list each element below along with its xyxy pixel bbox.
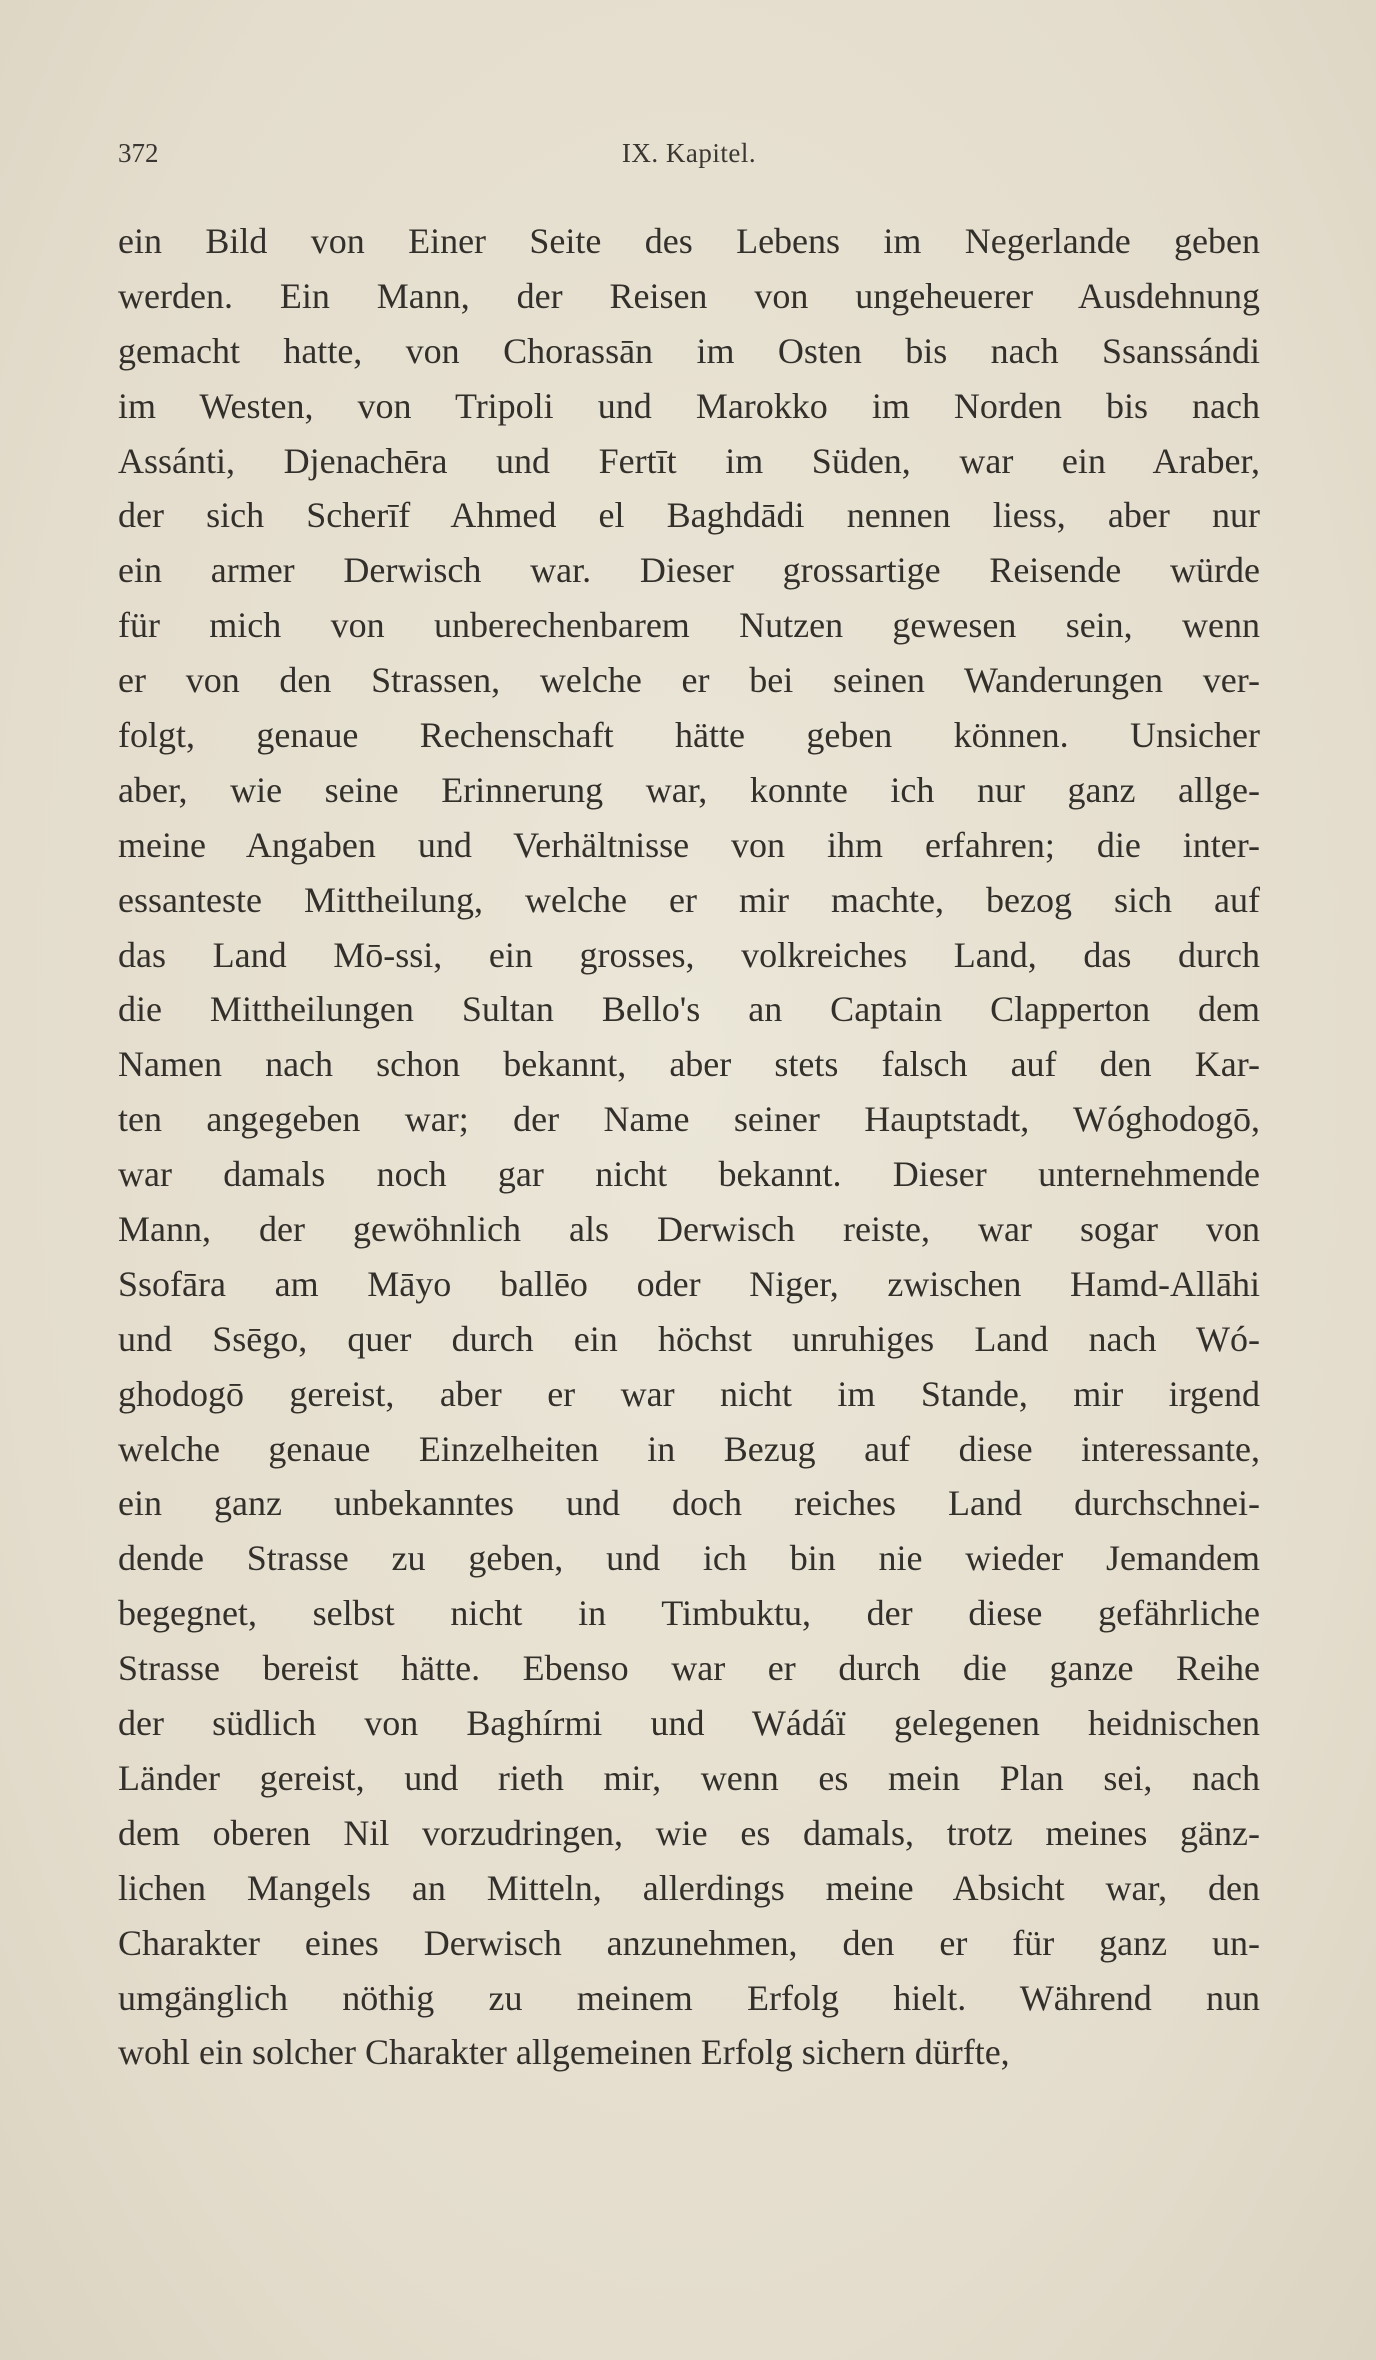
text-line: im Westen, von Tripoli und Marokko im Norden bis nach: [118, 385, 1260, 426]
text-line: ten angegeben war; der Name seiner Hauptstadt, Wóghodogō,: [118, 1099, 1260, 1140]
text-line: ein armer Derwisch war. Dieser grossartige Reisende würde: [118, 550, 1260, 591]
body-text: [118, 214, 1260, 2080]
text-line: der sich Scherīf Ahmed el Baghdādi nennen liess, aber nur: [118, 495, 1260, 536]
text-line: dende Strasse zu geben, und ich bin nie wieder Jemandem: [118, 1538, 1260, 1579]
text-line: werden. Ein Mann, der Reisen von ungeheuerer Ausdehnung: [118, 275, 1260, 316]
text-line: war damals noch gar nicht bekannt. Dieser unternehmende: [118, 1154, 1260, 1195]
text-line: begegnet, selbst nicht in Timbuktu, der diese gefährliche: [118, 1593, 1260, 1634]
text-line: aber, wie seine Erinnerung war, konnte ich nur ganz allge-: [118, 769, 1260, 810]
text-line: das Land Mō-ssi, ein grosses, volkreiches Land, das durch: [118, 934, 1260, 975]
text-line: Mann, der gewöhnlich als Derwisch reiste, war sogar von: [118, 1209, 1260, 1250]
text-line: wohl ein solcher Charakter allgemeinen Erfolg sichern dürfte,: [118, 2032, 1010, 2073]
text-line: Namen nach schon bekannt, aber stets falsch auf den Kar-: [118, 1044, 1260, 1085]
text-line: essanteste Mittheilung, welche er mir machte, bezog sich auf: [118, 879, 1260, 920]
text-line: und Ssēgo, quer durch ein höchst unruhiges Land nach Wó-: [118, 1318, 1260, 1359]
chapter-title: IX. Kapitel.: [621, 138, 757, 168]
text-line: dem oberen Nil vorzudringen, wie es damals, trotz meines gänz-: [118, 1812, 1260, 1853]
text-line: welche genaue Einzelheiten in Bezug auf diese interessante,: [118, 1428, 1260, 1469]
text-line: ein Bild von Einer Seite des Lebens im Negerlande geben: [118, 221, 1260, 261]
text-line: ghodogō gereist, aber er war nicht im Stande, mir irgend: [118, 1373, 1260, 1414]
text-line: lichen Mangels an Mitteln, allerdings meine Absicht war, den: [118, 1867, 1260, 1908]
text-line: die Mittheilungen Sultan Bello's an Captain Clapperton dem: [118, 989, 1260, 1030]
text-line: er von den Strassen, welche er bei seinen Wanderungen ver-: [118, 660, 1260, 701]
text-line: Ssofāra am Māyo ballēo oder Niger, zwischen Hamd-Allāhi: [118, 1263, 1260, 1304]
text-line: umgänglich nöthig zu meinem Erfolg hielt. Während nun: [118, 1977, 1260, 2018]
text-line: für mich von unberechenbarem Nutzen gewesen sein, wenn: [118, 605, 1260, 646]
text-line: ein ganz unbekanntes und doch reiches Land durchschnei-: [118, 1483, 1260, 1524]
text-line: folgt, genaue Rechenschaft hätte geben können. Unsicher: [118, 715, 1260, 756]
text-line: Strasse bereist hätte. Ebenso war er durch die ganze Reihe: [118, 1648, 1260, 1689]
page-number: 372: [118, 138, 159, 168]
text-line: meine Angaben und Verhältnisse von ihm erfahren; die inter-: [118, 824, 1260, 865]
text-line: Charakter eines Derwisch anzunehmen, den er für ganz un-: [118, 1922, 1260, 1963]
running-head: [118, 133, 1260, 173]
text-line: gemacht hatte, von Chorassān im Osten bis nach Ssanssándi: [118, 330, 1260, 371]
text-line: der südlich von Baghírmi und Wádáï gelegenen heidnischen: [118, 1703, 1260, 1744]
text-line: Assánti, Djenachēra und Fertīt im Süden, war ein Araber,: [118, 440, 1260, 481]
text-line: Länder gereist, und rieth mir, wenn es mein Plan sei, nach: [118, 1757, 1260, 1798]
